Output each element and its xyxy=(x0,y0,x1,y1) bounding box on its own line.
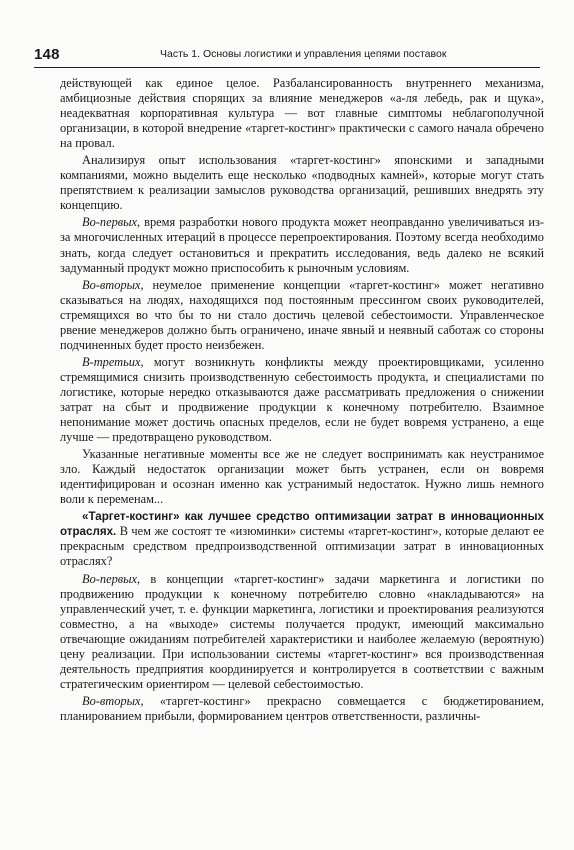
paragraph xyxy=(60,153,544,213)
paragraph-text: «таргет-костинг» прекрасно совмещается с бюджетированием, планированием прибыли, формированием центров ответственности, различны- xyxy=(60,693,544,723)
paragraph xyxy=(60,76,544,151)
page-header xyxy=(34,46,540,68)
paragraph xyxy=(60,694,544,724)
paragraph xyxy=(60,572,544,692)
paragraph-text: действующей как единое целое. Разбалансированность внутреннего механизма, амбициозные действия спорящих за влияние менеджеров «а-ля лебедь, рак и щука», неадекватная корпоративная культура — вот главные симптомы неблагополучной организации, в которой внедрение «таргет-костинг» практически с самого начала обречено на провал. xyxy=(60,76,544,151)
running-head: Часть 1. Основы логистики и управления цепями поставок xyxy=(160,48,447,60)
paragraph-lead: Во-первых, xyxy=(82,215,141,230)
paragraph-text: в концепции «таргет-костинг» задачи маркетинга и логистики по продвижению продукции к конечному потребителю словно «накладываются» на управленческий учет, т. е. функции маркетинга, логистики и проектирования реализуются совместно, а на «выходе» системы получается продукт, имеющий максимально отвечающие ожиданиям потребителей характеристики и наиболее желаемую (вероятную) цену реализации. При использовании системы «таргет-костинг» вся производственная деятельность предприятия координируется и контролируется в соответствии с важным стратегическим ориентиром — целевой себестоимостью. xyxy=(60,571,544,691)
paragraph-text: могут возникнуть конфликты между проектировщиками, усиленно стремящимися снизить производственную себестоимость продукта, и специалистами по логистике, которые нередко отказываются даже рассматривать предложения о снижении затрат на сбыт и продвижение продукции к конечному потребителю. Взаимное непонимание может достичь опасных пределов, если не будет вовремя устранено, а еще лучше — предотвращено руководством. xyxy=(60,354,544,445)
paragraph-lead: Во-вторых, xyxy=(82,277,144,292)
page-number: 148 xyxy=(34,46,60,63)
paragraph xyxy=(60,447,544,507)
paragraph xyxy=(60,509,544,569)
header-rule xyxy=(34,67,540,68)
paragraph-text: Анализируя опыт использования «таргет-костинг» японскими и западными компаниями, можно выделить еще несколько «подводных камней», которые могут стать препятствием к реализации замыслов руководства организаций, решивших внедрять эту концепцию. xyxy=(60,153,544,213)
section-lead-title: «Таргет-костинг» как лучшее средство оптимизации затрат в инновационных отраслях. xyxy=(60,510,544,539)
paragraph xyxy=(60,278,544,353)
paragraph-lead: Во-первых, xyxy=(82,571,141,586)
paragraph-text: неумелое применение концепции «таргет-костинг» может негативно сказываться на людях, находящихся под постоянным прессингом своих руководителей, стремящихся во что бы то ни стало достичь целевой себестоимости. Управленческое рвение менеджеров должно быть ограничено, иначе явный и неявный саботаж со стороны подчиненных будет просто неизбежен. xyxy=(60,277,544,352)
paragraph xyxy=(60,215,544,275)
body-text xyxy=(60,76,544,726)
paragraph-lead: В-третьих, xyxy=(82,354,144,369)
paragraph-text: время разработки нового продукта может неоправданно увеличиваться из-за многочисленных итераций в процессе перепроектирования. Поэтому всегда необходимо знать, когда следует остановиться и прекратить исследования, ведь далеко не всякий задуманный продукт можно приспособить к рыночным условиям. xyxy=(60,215,544,275)
paragraph-text: В чем же состоят те «изюминки» системы «таргет-костинг», которые делают ее прекрасным средством предпроизводственной оптимизации затрат в инновационных отраслях? xyxy=(60,524,544,569)
paragraph-lead: Во-вторых, xyxy=(82,693,144,708)
paragraph xyxy=(60,355,544,445)
paragraph-text: Указанные негативные моменты все же не следует воспринимать как неустранимое зло. Каждый недостаток организации может быть устранен, если он вовремя идентифицирован и осознан именно как устранимый недостаток. Нужно лишь немного воли к переменам... xyxy=(60,447,544,507)
